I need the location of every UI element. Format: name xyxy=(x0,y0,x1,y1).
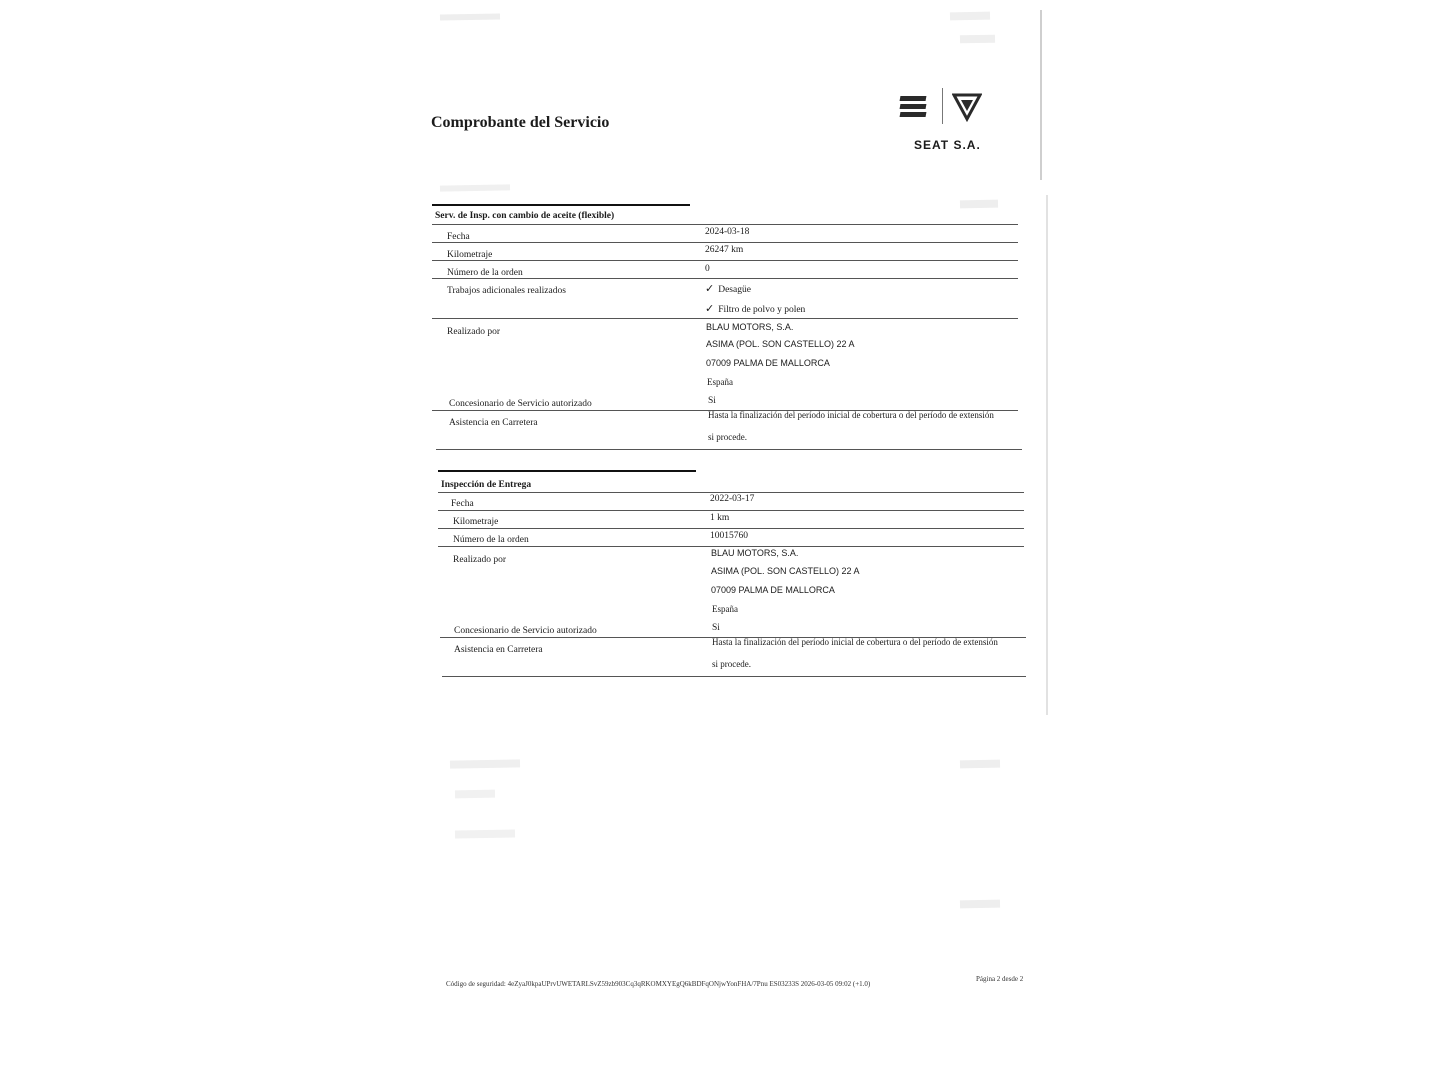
row-divider xyxy=(438,492,1024,493)
scan-artifact xyxy=(455,790,495,799)
field-value: Hasta la finalización del período inicial de cobertura o del período de extensión xyxy=(708,410,994,420)
scan-edge xyxy=(1046,195,1048,715)
seat-logo-icon xyxy=(900,96,926,120)
row-divider xyxy=(438,528,1024,529)
field-value: 26247 km xyxy=(705,245,744,255)
field-value: 2024-03-18 xyxy=(705,227,750,237)
dealer-line: 07009 PALMA DE MALLORCA xyxy=(706,358,830,368)
field-value: 10015760 xyxy=(710,531,748,541)
scan-artifact xyxy=(440,13,500,20)
field-label: Realizado por xyxy=(447,327,501,337)
field-label: Realizado por xyxy=(453,555,507,565)
dealer-line: 07009 PALMA DE MALLORCA xyxy=(711,585,835,595)
checkmark-icon: ✓ xyxy=(705,283,715,295)
logo-divider xyxy=(942,88,943,124)
field-value: si procede. xyxy=(708,432,747,442)
row-divider xyxy=(432,224,1018,225)
page-number: Página 2 desde 2 xyxy=(976,975,1024,983)
row-divider xyxy=(436,449,1022,450)
list-item: ✓ Filtro de polvo y polen xyxy=(705,303,806,315)
row-divider xyxy=(432,242,1018,243)
dealer-line: BLAU MOTORS, S.A. xyxy=(706,322,794,332)
field-label: Trabajos adicionales realizados xyxy=(447,286,566,296)
brand-logo xyxy=(896,88,996,154)
field-label: Concesionario de Servicio autorizado xyxy=(449,399,592,409)
brand-name: SEAT S.A. xyxy=(914,138,981,152)
scan-artifact xyxy=(950,12,990,21)
field-label: Asistencia en Carretera xyxy=(449,418,538,428)
checkmark-icon: ✓ xyxy=(705,303,715,315)
dealer-line: España xyxy=(707,377,733,387)
field-label: Número de la orden xyxy=(447,268,523,278)
field-label: Concesionario de Servicio autorizado xyxy=(454,626,597,636)
dealer-line: ASIMA (POL. SON CASTELLO) 22 A xyxy=(706,339,855,349)
scan-artifact xyxy=(960,35,995,44)
section-heading: Inspección de Entrega xyxy=(441,480,532,490)
row-divider xyxy=(432,260,1018,261)
row-divider xyxy=(442,676,1026,677)
field-value: 2022-03-17 xyxy=(710,494,755,504)
field-value: Hasta la finalización del período inicial de cobertura o del período de extensión xyxy=(712,637,998,647)
dealer-line: España xyxy=(712,604,738,614)
document-title: Comprobante del Servicio xyxy=(431,114,610,131)
scan-artifact xyxy=(440,184,510,191)
row-divider xyxy=(438,546,1024,547)
field-label: Kilometraje xyxy=(453,517,499,527)
field-label: Asistencia en Carretera xyxy=(454,645,543,655)
scan-artifact xyxy=(960,900,1000,909)
row-divider xyxy=(438,510,1024,511)
row-divider xyxy=(432,278,1018,279)
dealer-line: ASIMA (POL. SON CASTELLO) 22 A xyxy=(711,566,860,576)
scan-artifact xyxy=(960,200,998,209)
field-value: si procede. xyxy=(712,659,751,669)
scan-artifact xyxy=(455,829,515,838)
dealer-line: BLAU MOTORS, S.A. xyxy=(711,548,799,558)
section-heading: Serv. de Insp. con cambio de aceite (flexible) xyxy=(435,211,615,221)
list-item: ✓ Desagüe xyxy=(705,283,751,295)
security-code: Código de seguridad: 4eZyaJ0kpaUPrvUWETARLSvZ59zb903Cq3qRKOMXYEgQ6kBDFqONjwYonFHA/7Pnu ES03233S 2026-03-05 09:02 (+1.0) xyxy=(446,980,871,988)
field-label: Fecha xyxy=(447,232,470,242)
field-value: Si xyxy=(708,396,716,406)
field-value: Si xyxy=(712,623,720,633)
field-value: 1 km xyxy=(710,513,730,523)
scan-artifact xyxy=(450,759,520,768)
field-label: Número de la orden xyxy=(453,535,529,545)
field-label: Kilometraje xyxy=(447,250,493,260)
scan-edge xyxy=(1040,10,1042,180)
scan-artifact xyxy=(960,760,1000,769)
field-value: 0 xyxy=(705,264,710,274)
section-divider xyxy=(438,470,696,472)
row-divider xyxy=(432,318,1018,319)
cupra-logo-icon xyxy=(952,92,982,122)
field-label: Fecha xyxy=(451,499,474,509)
section-divider xyxy=(432,204,690,206)
